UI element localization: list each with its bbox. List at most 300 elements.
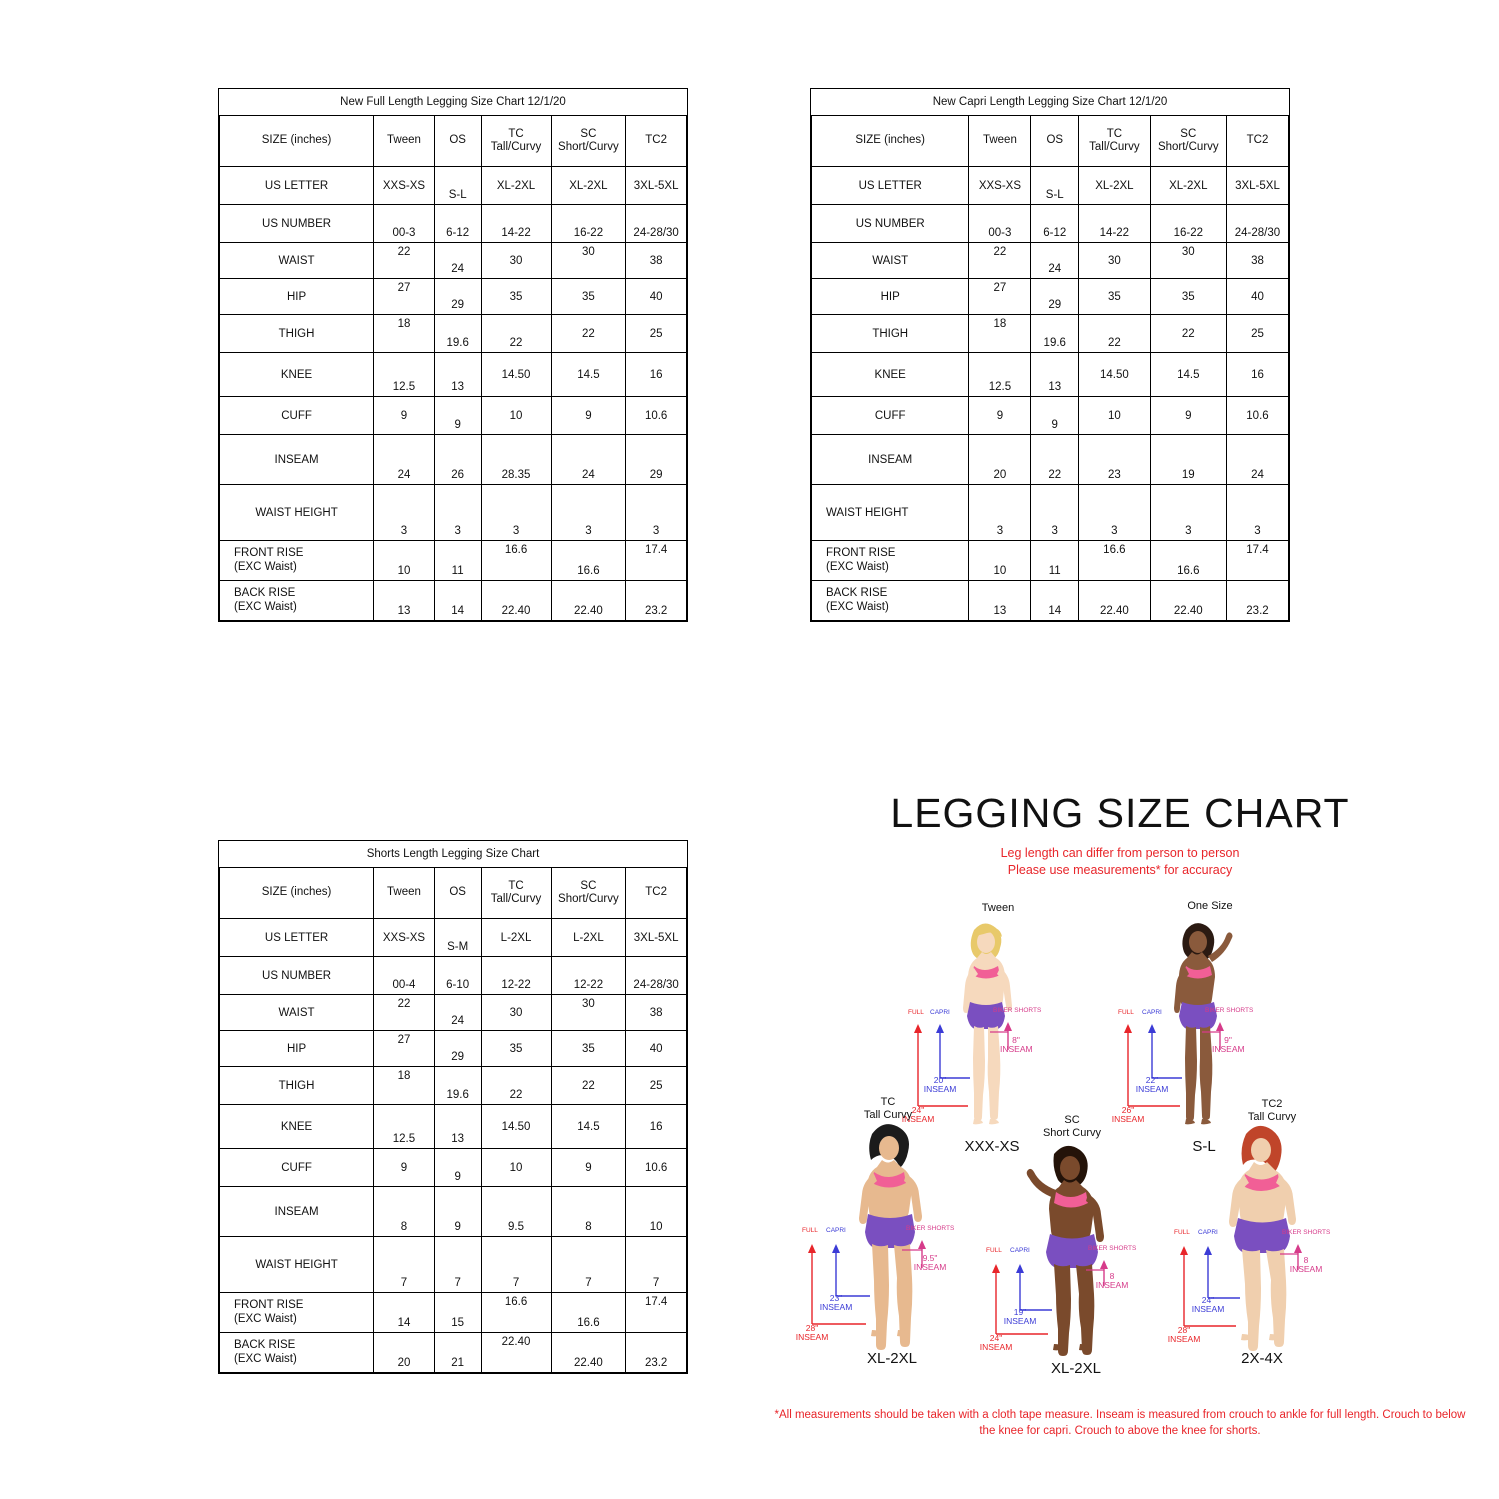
cell: 22: [374, 243, 435, 279]
figure-tc2-caption-top-1: TC2: [1261, 1098, 1283, 1110]
row-label: CUFF: [812, 397, 969, 435]
measure-value: 20": [933, 1075, 947, 1085]
cell: 6-12: [434, 205, 481, 243]
cell: 18: [374, 315, 435, 353]
col-head-tc2: TC2: [626, 868, 687, 919]
col-head-tc2: TC2: [1226, 116, 1288, 167]
cell: 16.6: [1079, 541, 1151, 581]
cell: 10: [969, 541, 1031, 581]
col-head-os: OS: [434, 868, 481, 919]
col-head-tween: Tween: [374, 116, 435, 167]
measure-value: 9.5": [922, 1253, 938, 1263]
figure-tc2-label-capri: CAPRI: [1198, 1229, 1218, 1236]
figure-tc-label-capri: CAPRI: [826, 1227, 846, 1234]
col-head-tc: [481, 868, 551, 919]
cell: 3XL-5XL: [626, 919, 687, 957]
figure-sc-caption-top: [1012, 1114, 1132, 1140]
cell: 14: [374, 1293, 435, 1333]
col-head-tc-main: TC: [508, 127, 524, 140]
table-row: [812, 485, 1289, 541]
cell: 9: [374, 397, 435, 435]
full-length-size-chart: [218, 88, 688, 622]
cell: 30: [551, 243, 626, 279]
cell: 23: [1079, 435, 1151, 485]
cell: 35: [551, 1031, 626, 1067]
cell: S-L: [434, 167, 481, 205]
cell: 9: [969, 397, 1031, 435]
row-label: WAIST: [220, 995, 374, 1031]
cell: 14.5: [551, 1105, 626, 1149]
measure-value: 24": [989, 1333, 1003, 1343]
figure-tc2-caption-top: [1212, 1098, 1332, 1124]
cell: XXS-XS: [969, 167, 1031, 205]
cell: 9: [374, 1149, 435, 1187]
cell: 22: [481, 1067, 551, 1105]
cell: 9: [551, 1149, 626, 1187]
col-head-sc-sub: Short/Curvy: [558, 141, 619, 154]
cell: 14-22: [481, 205, 551, 243]
cell: XL-2XL: [1079, 167, 1151, 205]
col-head-tc2: TC2: [626, 116, 687, 167]
capri-length-table: [811, 89, 1289, 621]
figure-sc: [970, 1114, 1170, 1390]
figure-tc2-caption-bottom: 2X-4X: [1241, 1350, 1283, 1367]
row-label: THIGH: [220, 1067, 374, 1105]
figure-tc2-caption-top-2: Tall Curvy: [1247, 1111, 1297, 1124]
table-row: [220, 1105, 687, 1149]
figure-tween-label-biker: BIKER SHORTS: [993, 1007, 1042, 1014]
cell: 7: [626, 1237, 687, 1293]
measure-label: INSEAM: [1212, 1043, 1245, 1054]
figure-one-size-label-full: FULL: [1118, 1009, 1134, 1016]
figure-tc2-label-biker: BIKER SHORTS: [1282, 1229, 1331, 1236]
cell: 16: [626, 353, 687, 397]
cell: 9: [551, 397, 626, 435]
row-label: WAIST HEIGHT: [812, 485, 969, 541]
col-head-os: OS: [434, 116, 481, 167]
cell: 22.40: [551, 1333, 626, 1373]
measure-value: 24": [911, 1105, 925, 1115]
cell: 30: [481, 243, 551, 279]
table-row: [812, 581, 1289, 621]
row-label: WAIST HEIGHT: [220, 485, 374, 541]
table-row: [220, 541, 687, 581]
col-head-os: OS: [1031, 116, 1079, 167]
cell: 35: [481, 1031, 551, 1067]
figure-sc-measure-capri: [1002, 1308, 1038, 1326]
cell: 22.40: [481, 1333, 551, 1373]
full-length-title: New Full Length Legging Size Chart 12/1/20: [340, 96, 566, 109]
col-head-sc-main: SC: [580, 879, 597, 892]
cell: 23.2: [626, 1333, 687, 1373]
cell: 14.50: [1079, 353, 1151, 397]
cell: 17.4: [626, 541, 687, 581]
cell: 7: [374, 1237, 435, 1293]
cell: 24-28/30: [1226, 205, 1288, 243]
cell: 38: [626, 995, 687, 1031]
cell: 25: [626, 315, 687, 353]
cell: 22: [481, 315, 551, 353]
row-label: WAIST HEIGHT: [220, 1237, 374, 1293]
measure-label: INSEAM: [901, 1113, 935, 1124]
cell: 24: [434, 243, 481, 279]
table-row: [220, 919, 687, 957]
measure-value: 8: [1303, 1255, 1309, 1265]
col-head-sc: [1150, 116, 1226, 167]
legging-size-chart-illustration: [770, 780, 1470, 1440]
cell: 3: [1150, 485, 1226, 541]
col-head-sc-main: SC: [580, 127, 597, 140]
cell: 11: [1031, 541, 1079, 581]
measure-value: 23": [829, 1293, 843, 1303]
measure-value: 26": [1121, 1105, 1135, 1115]
figure-tween-caption-bottom: XXX-XS: [964, 1138, 1020, 1155]
cell: 14.5: [551, 353, 626, 397]
legend-title: LEGGING SIZE CHART: [890, 790, 1350, 836]
cell: 24-28/30: [626, 205, 687, 243]
table-row: [220, 243, 687, 279]
figure-tc2: [1160, 1098, 1360, 1372]
cell: 8: [374, 1187, 435, 1237]
cell: 3XL-5XL: [626, 167, 687, 205]
measure-value: 19": [1013, 1307, 1027, 1317]
cell: 14.5: [1150, 353, 1226, 397]
table-row: [220, 167, 687, 205]
cell: 10: [481, 397, 551, 435]
table-row: [812, 279, 1289, 315]
cell: XXS-XS: [374, 919, 435, 957]
cell: 14: [434, 581, 481, 621]
cell: 24: [551, 435, 626, 485]
cell: 3: [434, 485, 481, 541]
cell: 22.40: [1079, 581, 1151, 621]
measure-value: 22": [1145, 1075, 1159, 1085]
cell: 3: [374, 485, 435, 541]
row-label: THIGH: [220, 315, 374, 353]
row-label: CUFF: [220, 1149, 374, 1187]
figure-tc-caption-top-1: TC: [880, 1096, 896, 1108]
cell: 18: [969, 315, 1031, 353]
table-header-row: [220, 868, 687, 919]
col-head-tc: [481, 116, 551, 167]
figure-one-size-caption-bottom: S-L: [1192, 1138, 1216, 1155]
cell: 35: [1150, 279, 1226, 315]
figure-tc-label-biker: BIKER SHORTS: [906, 1225, 955, 1232]
cell: 9: [434, 1149, 481, 1187]
col-head-size: SIZE (inches): [220, 868, 374, 919]
table-row: [812, 541, 1289, 581]
cell: 18: [374, 1067, 435, 1105]
cell: 29: [1031, 279, 1079, 315]
cell: 22: [1079, 315, 1151, 353]
cell: 3: [626, 485, 687, 541]
cell: 27: [969, 279, 1031, 315]
table-row: [220, 1333, 687, 1373]
row-label: BACK RISE (EXC Waist): [812, 581, 969, 621]
row-label: BACK RISE (EXC Waist): [220, 1333, 374, 1373]
row-label: FRONT RISE (EXC Waist): [220, 1293, 374, 1333]
cell: 22: [551, 1067, 626, 1105]
cell: 22.40: [1150, 581, 1226, 621]
measure-value: 8: [1109, 1271, 1115, 1281]
cell: 13: [434, 353, 481, 397]
cell: 15: [434, 1293, 481, 1333]
table-row: [220, 315, 687, 353]
table-row: [220, 1237, 687, 1293]
cell: 9: [434, 1187, 481, 1237]
figure-one-size-label-capri: CAPRI: [1142, 1009, 1162, 1016]
row-label: CUFF: [220, 397, 374, 435]
cell: 27: [374, 1031, 435, 1067]
cell: 16-22: [551, 205, 626, 243]
table-row: [812, 315, 1289, 353]
cell: 3: [969, 485, 1031, 541]
cell: 13: [1031, 353, 1079, 397]
measure-value: 28": [1177, 1325, 1191, 1335]
measure-label: INSEAM: [923, 1083, 957, 1094]
row-label: HIP: [220, 1031, 374, 1067]
cell: 20: [374, 1333, 435, 1373]
cell: 00-3: [374, 205, 435, 243]
table-row: [220, 279, 687, 315]
cell: 10.6: [626, 1149, 687, 1187]
legend-footnote: *All measurements should be taken with a cloth tape measure. Inseam is measured from crouch to ankle for full length. Crouch to below the knee for capri. Crouch to above the knee for shorts.: [774, 1408, 1466, 1438]
row-label: FRONT RISE (EXC Waist): [220, 541, 374, 581]
cell: 7: [551, 1237, 626, 1293]
figure-tc2-measure-capri: [1190, 1296, 1226, 1314]
col-head-tween: Tween: [374, 868, 435, 919]
figure-tc-measure-capri: [818, 1294, 854, 1312]
cell: 3: [481, 485, 551, 541]
cell: 10.6: [626, 397, 687, 435]
cell: 16: [1226, 353, 1288, 397]
full-length-table: [219, 89, 687, 621]
cell: 16-22: [1150, 205, 1226, 243]
row-label: KNEE: [220, 1105, 374, 1149]
figure-sc-illustration: [970, 1130, 1170, 1360]
cell: 40: [626, 279, 687, 315]
table-header-row: [812, 116, 1289, 167]
table-row: [220, 397, 687, 435]
figure-tc-illustration: [790, 1110, 990, 1350]
table-row: [220, 485, 687, 541]
figure-tc2-label-full: FULL: [1174, 1229, 1190, 1236]
figure-sc-caption-bottom: XL-2XL: [1050, 1360, 1102, 1377]
cell: 3: [1226, 485, 1288, 541]
table-row: [812, 435, 1289, 485]
row-label: INSEAM: [220, 435, 374, 485]
table-row: [812, 397, 1289, 435]
cell: 14: [1031, 581, 1079, 621]
cell: 3: [551, 485, 626, 541]
cell: 35: [551, 279, 626, 315]
cell: 14-22: [1079, 205, 1151, 243]
figure-tc-measure-full: [794, 1324, 830, 1342]
measure-label: INSEAM: [1135, 1083, 1169, 1094]
row-label: HIP: [812, 279, 969, 315]
cell: 14.50: [481, 1105, 551, 1149]
cell: 10: [481, 1149, 551, 1187]
cell: 21: [434, 1333, 481, 1373]
cell: 9.5: [481, 1187, 551, 1237]
cell: 35: [1079, 279, 1151, 315]
table-row: [812, 205, 1289, 243]
table-row: [220, 1187, 687, 1237]
cell: 17.4: [626, 1293, 687, 1333]
cell: 24: [434, 995, 481, 1031]
measure-label: INSEAM: [1095, 1279, 1129, 1290]
cell: 14.50: [481, 353, 551, 397]
measure-value: 24": [1201, 1295, 1215, 1305]
cell: 3: [1079, 485, 1151, 541]
measure-label: INSEAM: [913, 1261, 947, 1272]
col-head-size: SIZE (inches): [812, 116, 969, 167]
cell: 16.6: [551, 1293, 626, 1333]
measure-label: INSEAM: [1003, 1315, 1037, 1326]
figure-tween-label-full: FULL: [908, 1009, 924, 1016]
row-label: HIP: [220, 279, 374, 315]
figure-sc-caption-top-1: SC: [1064, 1114, 1080, 1126]
cell: 28.35: [481, 435, 551, 485]
cell: 35: [481, 279, 551, 315]
cell: 16.6: [481, 541, 551, 581]
figure-tc-caption-top: [828, 1096, 948, 1122]
figure-one-size-measure-capri: [1134, 1076, 1170, 1094]
cell: 11: [434, 541, 481, 581]
cell: 3XL-5XL: [1226, 167, 1288, 205]
table-row: [220, 957, 687, 995]
cell: 12-22: [481, 957, 551, 995]
cell: 24: [1226, 435, 1288, 485]
cell: 19.6: [434, 1067, 481, 1105]
cell: 22: [969, 243, 1031, 279]
cell: 7: [434, 1237, 481, 1293]
table-row: [220, 435, 687, 485]
col-head-tc: [1079, 116, 1151, 167]
cell: 23.2: [626, 581, 687, 621]
figure-tc-label-full: FULL: [802, 1227, 818, 1234]
figure-one-size-measure-biker: [1212, 1036, 1244, 1054]
table-row: [220, 1149, 687, 1187]
cell: 16: [626, 1105, 687, 1149]
cell: 24: [374, 435, 435, 485]
row-label: US LETTER: [220, 919, 374, 957]
cell: 9: [1150, 397, 1226, 435]
cell: 7: [481, 1237, 551, 1293]
table-row: [220, 1293, 687, 1333]
col-head-tc-sub: Tall/Curvy: [1089, 141, 1140, 154]
cell: 29: [626, 435, 687, 485]
cell: 38: [1226, 243, 1288, 279]
cell: 12.5: [374, 353, 435, 397]
table-header-row: [220, 116, 687, 167]
col-head-tween: Tween: [969, 116, 1031, 167]
figure-tc2-measure-biker: [1288, 1256, 1324, 1274]
cell: 22.40: [551, 581, 626, 621]
row-label: INSEAM: [812, 435, 969, 485]
figure-tween-caption-top: Tween: [981, 902, 1015, 914]
row-label: THIGH: [812, 315, 969, 353]
col-head-tc-main: TC: [508, 879, 524, 892]
cell: 12.5: [374, 1105, 435, 1149]
cell: 12.5: [969, 353, 1031, 397]
row-label: BACK RISE (EXC Waist): [220, 581, 374, 621]
cell: 40: [1226, 279, 1288, 315]
cell: 17.4: [1226, 541, 1288, 581]
cell: 30: [1150, 243, 1226, 279]
figure-tc: [790, 1096, 990, 1370]
cell: XXS-XS: [374, 167, 435, 205]
figure-tween-label-capri: CAPRI: [930, 1009, 950, 1016]
cell: 16.6: [1150, 541, 1226, 581]
table-row: [220, 353, 687, 397]
cell: 10: [374, 541, 435, 581]
measure-label: INSEAM: [1191, 1303, 1225, 1314]
cell: 16.6: [551, 541, 626, 581]
cell: 13: [434, 1105, 481, 1149]
cell: 24-28/30: [626, 957, 687, 995]
row-label: KNEE: [812, 353, 969, 397]
cell: L-2XL: [481, 919, 551, 957]
row-label: INSEAM: [220, 1187, 374, 1237]
measure-value: 28": [805, 1323, 819, 1333]
cell: 3: [1031, 485, 1079, 541]
cell: 30: [481, 995, 551, 1031]
shorts-length-size-chart: [218, 840, 688, 1374]
figure-one-size-label-biker: BIKER SHORTS: [1205, 1007, 1254, 1014]
col-head-tc-main: TC: [1106, 127, 1123, 140]
table-row: [812, 243, 1289, 279]
cell: 29: [434, 279, 481, 315]
row-label: US LETTER: [812, 167, 969, 205]
cell: 9: [1031, 397, 1079, 435]
legend-subtitle-line1: Leg length can differ from person to person: [1000, 846, 1240, 860]
cell: 19.6: [1031, 315, 1079, 353]
shorts-length-table: [219, 841, 687, 1373]
col-head-sc-main: SC: [1180, 127, 1197, 140]
cell: 10.6: [1226, 397, 1288, 435]
cell: 19: [1150, 435, 1226, 485]
cell: 25: [1226, 315, 1288, 353]
cell: 27: [374, 279, 435, 315]
cell: 6-12: [1031, 205, 1079, 243]
row-label: WAIST: [220, 243, 374, 279]
cell: 29: [434, 1031, 481, 1067]
cell: S-L: [1031, 167, 1079, 205]
legend-subtitle-line2: Please use measurements* for accuracy: [1007, 862, 1233, 877]
table-row: [220, 205, 687, 243]
cell: 16.6: [481, 1293, 551, 1333]
row-label: FRONT RISE (EXC Waist): [812, 541, 969, 581]
col-head-tc-sub: Tall/Curvy: [490, 893, 542, 906]
cell: 22: [374, 995, 435, 1031]
cell: XL-2XL: [1150, 167, 1226, 205]
table-row: [812, 167, 1289, 205]
cell: 8: [551, 1187, 626, 1237]
measure-label: INSEAM: [1111, 1113, 1145, 1124]
cell: 22.40: [481, 581, 551, 621]
capri-length-size-chart: [810, 88, 1290, 622]
figure-sc-label-full: FULL: [986, 1247, 1002, 1254]
measure-value: 9": [1224, 1035, 1232, 1045]
legend-subtitle: [770, 845, 1470, 879]
table-row: [220, 1067, 687, 1105]
cell: 00-4: [374, 957, 435, 995]
row-label: US LETTER: [220, 167, 374, 205]
cell: XL-2XL: [551, 167, 626, 205]
cell: 6-10: [434, 957, 481, 995]
col-head-sc-sub: Short/Curvy: [1157, 141, 1219, 154]
